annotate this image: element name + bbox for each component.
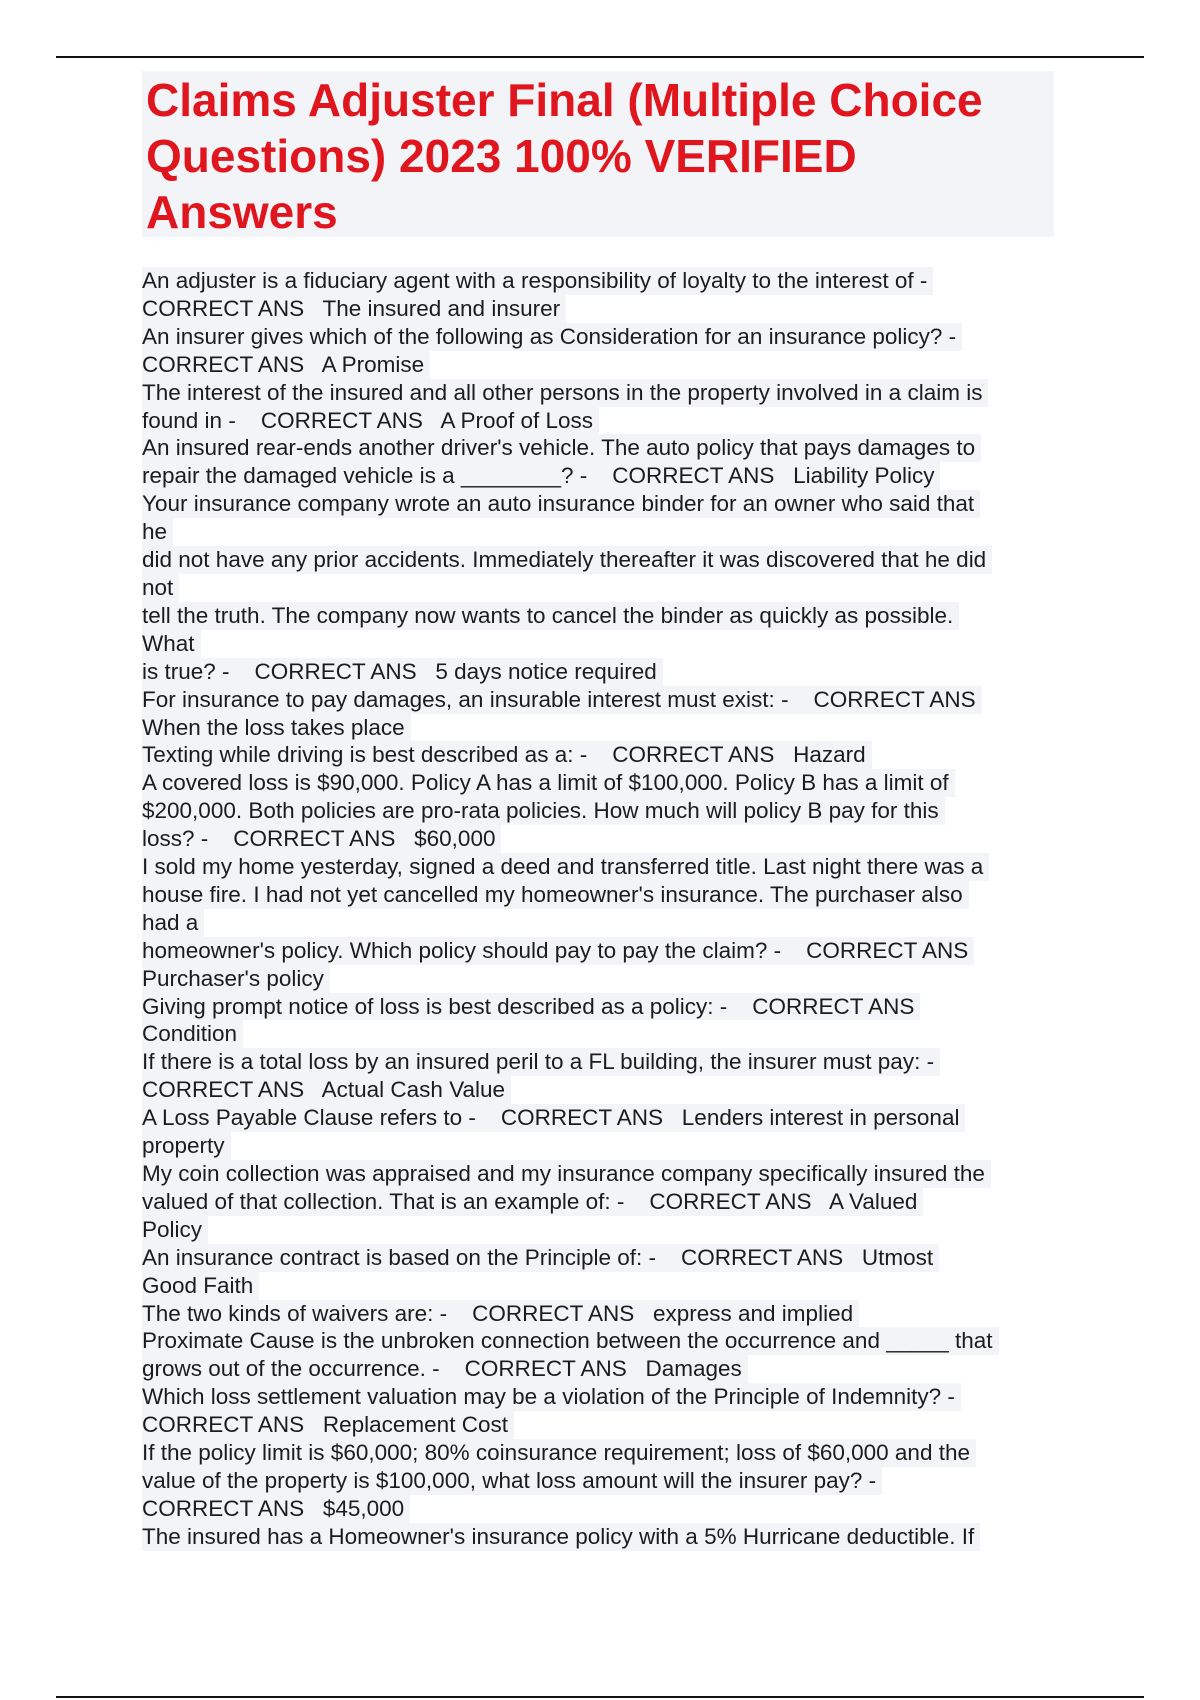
text-line: The two kinds of waivers are: - CORRECT ANS express and implied [142,1300,859,1328]
text-line: An adjuster is a fiduciary agent with a responsibility of loyalty to the interest of - [142,267,933,295]
text-line: Good Faith [142,1272,259,1300]
question-answer-list [142,267,1058,1551]
text-line: A Loss Payable Clause refers to - CORRECT ANS Lenders interest in personal [142,1104,965,1132]
text-line: found in - CORRECT ANS A Proof of Loss [142,407,599,435]
text-line: loss? - CORRECT ANS $60,000 [142,825,501,853]
text-line: CORRECT ANS A Promise [142,351,430,379]
text-line: he [142,518,173,546]
text-line: did not have any prior accidents. Immediately thereafter it was discovered that he did [142,546,992,574]
title-block [142,71,1054,237]
text-line: CORRECT ANS Replacement Cost [142,1411,514,1439]
text-line: had a [142,909,204,937]
text-line: repair the damaged vehicle is a ________? - CORRECT ANS Liability Policy [142,462,940,490]
bottom-rule [56,1696,1144,1698]
text-line: If the policy limit is $60,000; 80% coinsurance requirement; loss of $60,000 and the [142,1439,976,1467]
text-line: CORRECT ANS The insured and insurer [142,295,566,323]
text-line: For insurance to pay damages, an insurable interest must exist: - CORRECT ANS [142,686,982,714]
text-line: $200,000. Both policies are pro-rata policies. How much will policy B pay for this [142,797,945,825]
text-line: Condition [142,1020,243,1048]
text-line: value of the property is $100,000, what loss amount will the insurer pay? - [142,1467,882,1495]
text-line: Which loss settlement valuation may be a violation of the Principle of Indemnity? - [142,1383,961,1411]
text-line: grows out of the occurrence. - CORRECT ANS Damages [142,1355,748,1383]
text-line: Your insurance company wrote an auto insurance binder for an owner who said that [142,490,980,518]
text-line: An insurance contract is based on the Principle of: - CORRECT ANS Utmost [142,1244,939,1272]
text-line: house fire. I had not yet cancelled my homeowner's insurance. The purchaser also [142,881,969,909]
text-line: My coin collection was appraised and my insurance company specifically insured the [142,1160,991,1188]
text-line: valued of that collection. That is an example of: - CORRECT ANS A Valued [142,1188,923,1216]
text-line: When the loss takes place [142,714,411,742]
text-line: What [142,630,201,658]
text-line: CORRECT ANS Actual Cash Value [142,1076,511,1104]
text-line: homeowner's policy. Which policy should pay to pay the claim? - CORRECT ANS [142,937,974,965]
document-title: Claims Adjuster Final (Multiple Choice Questions) 2023 100% VERIFIED Answers [146,74,983,238]
text-line: Texting while driving is best described as a: - CORRECT ANS Hazard [142,741,872,769]
text-line: The interest of the insured and all other persons in the property involved in a claim is [142,379,988,407]
text-line: is true? - CORRECT ANS 5 days notice required [142,658,663,686]
text-line: Policy [142,1216,208,1244]
text-line: The insured has a Homeowner's insurance policy with a 5% Hurricane deductible. If [142,1523,980,1551]
text-line: Proximate Cause is the unbroken connection between the occurrence and _____ that [142,1327,999,1355]
text-line: A covered loss is $90,000. Policy A has a limit of $100,000. Policy B has a limit of [142,769,955,797]
text-line: CORRECT ANS $45,000 [142,1495,410,1523]
text-line: Purchaser's policy [142,965,330,993]
text-line: I sold my home yesterday, signed a deed and transferred title. Last night there was a [142,853,989,881]
text-line: An insured rear-ends another driver's vehicle. The auto policy that pays damages to [142,434,981,462]
text-line: An insurer gives which of the following as Consideration for an insurance policy? - [142,323,962,351]
text-line: not [142,574,179,602]
text-line: Giving prompt notice of loss is best described as a policy: - CORRECT ANS [142,993,920,1021]
text-line: property [142,1132,231,1160]
text-line: tell the truth. The company now wants to cancel the binder as quickly as possible. [142,602,959,630]
top-rule [56,56,1144,58]
text-line: If there is a total loss by an insured peril to a FL building, the insurer must pay: - [142,1048,940,1076]
